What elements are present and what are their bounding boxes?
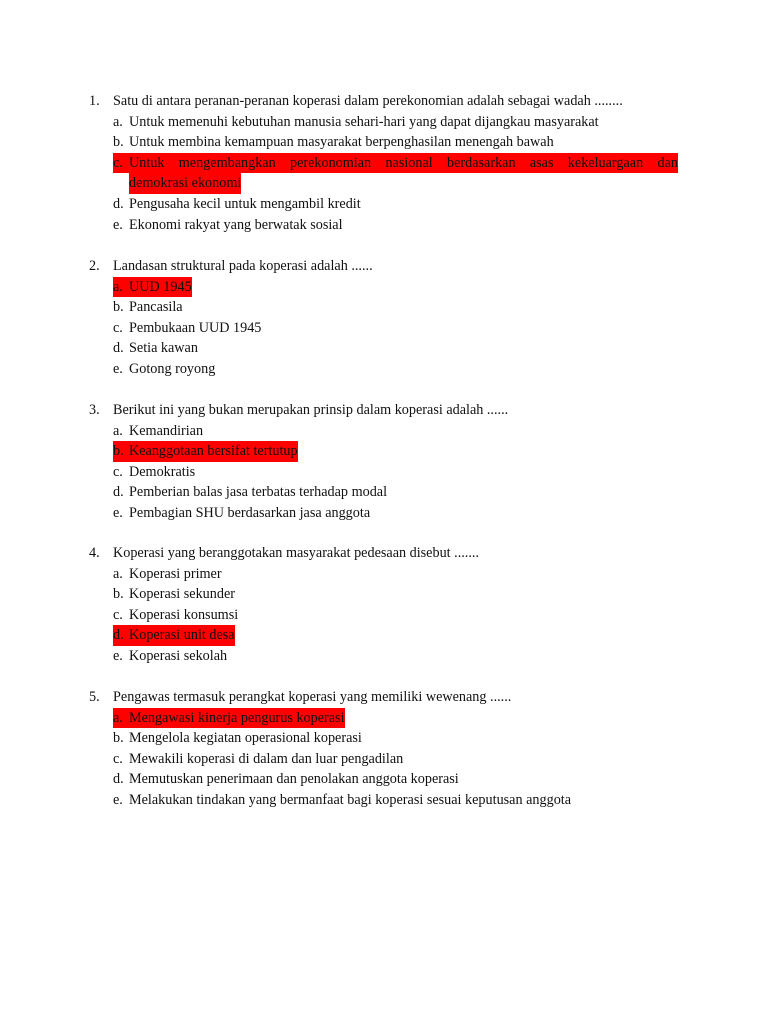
option-text: Demokratis bbox=[129, 463, 196, 480]
option-d bbox=[113, 194, 678, 215]
option-letter: b. bbox=[113, 586, 124, 603]
option-word: nasional bbox=[385, 154, 433, 171]
question-text: Berikut ini yang bukan merupakan prinsip dalam koperasi adalah ...... bbox=[113, 402, 509, 418]
option-letter: e. bbox=[113, 504, 123, 521]
question-number: 5. bbox=[89, 689, 100, 705]
option-e bbox=[113, 215, 678, 236]
option-word: mengembangkan bbox=[178, 154, 276, 171]
option-a bbox=[113, 421, 678, 442]
option-letter: a. bbox=[113, 565, 123, 582]
option-letter: e. bbox=[113, 360, 123, 377]
option-letter: d. bbox=[113, 627, 124, 644]
option-letter: e. bbox=[113, 216, 123, 233]
option-letter: c. bbox=[113, 153, 129, 174]
option-d bbox=[113, 769, 678, 790]
option-text: Melakukan tindakan yang bermanfaat bagi koperasi sesuai keputusan anggota bbox=[129, 791, 572, 808]
option-text-line-1 bbox=[129, 153, 678, 174]
option-text: Pembagian SHU berdasarkan jasa anggota bbox=[129, 504, 371, 521]
option-word: berdasarkan bbox=[447, 154, 516, 171]
option-b-highlighted bbox=[113, 441, 678, 462]
option-e bbox=[113, 359, 678, 380]
option-text: Keanggotaan bersifat tertutup bbox=[129, 443, 298, 460]
option-e bbox=[113, 646, 678, 667]
option-word: dan bbox=[657, 154, 678, 171]
option-text: Ekonomi rakyat yang berwatak sosial bbox=[129, 216, 343, 233]
option-text: Pemberian balas jasa terbatas terhadap modal bbox=[129, 484, 388, 501]
option-letter: c. bbox=[113, 463, 123, 480]
option-c bbox=[113, 749, 678, 770]
question-1 bbox=[89, 91, 681, 235]
option-c bbox=[113, 462, 678, 483]
option-letter: c. bbox=[113, 750, 123, 767]
option-letter: b. bbox=[113, 730, 124, 747]
option-c-highlighted bbox=[113, 153, 678, 194]
option-e bbox=[113, 503, 678, 524]
option-letter: e. bbox=[113, 791, 123, 808]
question-text: Koperasi yang beranggotakan masyarakat pedesaan disebut ....... bbox=[113, 545, 479, 561]
option-text: Mewakili koperasi di dalam dan luar pengadilan bbox=[129, 750, 404, 767]
option-text: Koperasi unit desa bbox=[129, 627, 235, 644]
option-c bbox=[113, 318, 678, 339]
option-text: Koperasi sekolah bbox=[129, 647, 228, 664]
option-text: Gotong royong bbox=[129, 360, 216, 377]
question-5 bbox=[89, 687, 681, 811]
option-text: Pembukaan UUD 1945 bbox=[129, 319, 262, 336]
option-letter: a. bbox=[113, 278, 123, 295]
option-e bbox=[113, 790, 678, 811]
option-letter: b. bbox=[113, 443, 124, 460]
option-text: Setia kawan bbox=[129, 340, 198, 357]
option-text: Pancasila bbox=[129, 299, 183, 316]
option-text: Mengawasi kinerja pengurus koperasi bbox=[129, 709, 345, 726]
option-letter: b. bbox=[113, 134, 124, 151]
question-text: Pengawas termasuk perangkat koperasi yang memiliki wewenang ...... bbox=[113, 689, 512, 705]
option-letter: e. bbox=[113, 647, 123, 664]
option-letter: a. bbox=[113, 422, 123, 439]
option-a bbox=[113, 112, 678, 133]
option-d bbox=[113, 482, 678, 503]
question-4 bbox=[89, 543, 681, 667]
option-b bbox=[113, 132, 678, 153]
option-b bbox=[113, 297, 678, 318]
option-word: perekonomian bbox=[289, 154, 372, 171]
question-number: 2. bbox=[89, 258, 100, 274]
option-a bbox=[113, 564, 678, 585]
option-a-highlighted bbox=[113, 277, 678, 298]
option-word: kekeluargaan bbox=[567, 154, 644, 171]
option-text: Mengelola kegiatan operasional koperasi bbox=[129, 730, 362, 747]
option-text: Untuk membina kemampuan masyarakat berpenghasilan menengah bawah bbox=[129, 134, 554, 151]
option-text: Untuk memenuhi kebutuhan manusia sehari-hari yang dapat dijangkau masyarakat bbox=[129, 113, 599, 130]
option-letter: d. bbox=[113, 771, 124, 788]
option-a-highlighted bbox=[113, 708, 678, 729]
question-text: Satu di antara peranan-peranan koperasi dalam perekonomian adalah sebagai wadah ........ bbox=[113, 93, 623, 109]
option-letter: d. bbox=[113, 195, 124, 212]
option-text: UUD 1945 bbox=[129, 278, 192, 295]
question-text: Landasan struktural pada koperasi adalah ...... bbox=[113, 258, 373, 274]
option-letter: a. bbox=[113, 113, 123, 130]
option-word: asas bbox=[529, 154, 554, 171]
question-number: 3. bbox=[89, 402, 100, 418]
option-text: Pengusaha kecil untuk mengambil kredit bbox=[129, 195, 361, 212]
option-text: Koperasi primer bbox=[129, 565, 222, 582]
option-letter: a. bbox=[113, 709, 123, 726]
option-letter: b. bbox=[113, 299, 124, 316]
option-letter: d. bbox=[113, 340, 124, 357]
option-b bbox=[113, 728, 678, 749]
option-text: Memutuskan penerimaan dan penolakan anggota koperasi bbox=[129, 771, 459, 788]
option-letter: c. bbox=[113, 319, 123, 336]
option-text-line-2: demokrasi ekonomi bbox=[129, 173, 241, 194]
question-number: 1. bbox=[89, 93, 100, 109]
option-letter: d. bbox=[113, 484, 124, 501]
question-3 bbox=[89, 400, 681, 524]
option-d-highlighted bbox=[113, 625, 678, 646]
option-text: Kemandirian bbox=[129, 422, 204, 439]
question-2 bbox=[89, 256, 681, 380]
option-letter: c. bbox=[113, 606, 123, 623]
option-word: Untuk bbox=[129, 154, 165, 171]
option-c bbox=[113, 605, 678, 626]
option-d bbox=[113, 338, 678, 359]
question-number: 4. bbox=[89, 545, 100, 561]
option-text: Koperasi sekunder bbox=[129, 586, 235, 603]
option-text: Koperasi konsumsi bbox=[129, 606, 239, 623]
option-b bbox=[113, 584, 678, 605]
